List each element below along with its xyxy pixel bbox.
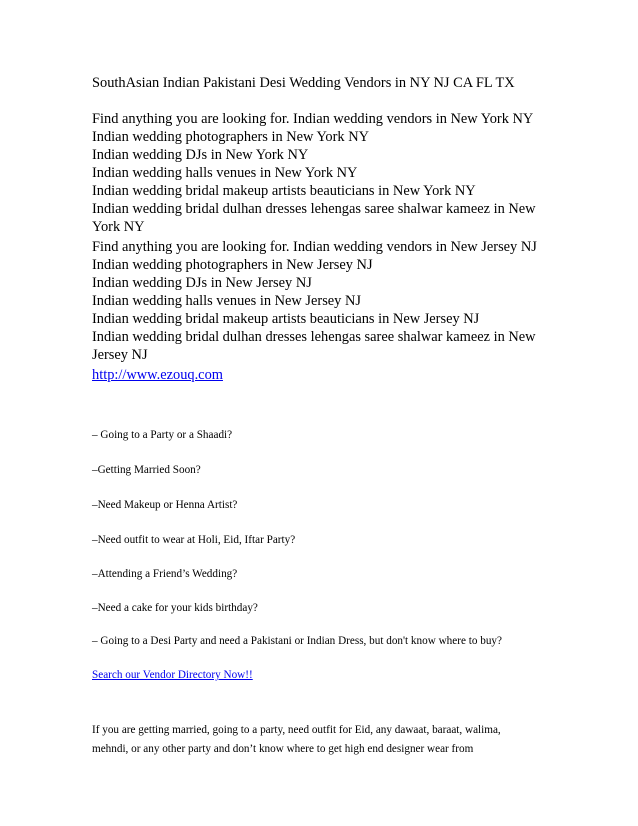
new-york-vendor-list (92, 110, 612, 236)
nj-line: Indian wedding photographers in New Jersey NJ (92, 257, 373, 273)
ny-line: Indian wedding photographers in New York NY (92, 129, 369, 145)
question-outfit-holi-eid: –Need outfit to wear at Holi, Eid, Iftar Party? (92, 534, 296, 546)
nj-line: Find anything you are looking for. Indian wedding vendors in New Jersey NJ (92, 239, 537, 255)
nj-line: Indian wedding bridal dulhan dresses lehengas saree shalwar kameez in New (92, 329, 536, 345)
page-title: SouthAsian Indian Pakistani Desi Wedding Vendors in NY NJ CA FL TX (92, 75, 515, 91)
ny-line: Find anything you are looking for. Indian wedding vendors in New York NY (92, 111, 534, 127)
question-friends-wedding: –Attending a Friend’s Wedding? (92, 568, 238, 580)
nj-line: Jersey NJ (92, 347, 148, 363)
new-jersey-vendor-list (92, 238, 612, 364)
question-party-shaadi: – Going to a Party or a Shaadi? (92, 429, 233, 441)
question-makeup-henna: –Need Makeup or Henna Artist? (92, 499, 238, 511)
question-kids-cake: –Need a cake for your kids birthday? (92, 602, 258, 614)
nj-line: Indian wedding halls venues in New Jersey NJ (92, 293, 361, 309)
ny-line: York NY (92, 219, 145, 235)
website-link[interactable]: http://www.ezouq.com (92, 367, 223, 383)
ny-line: Indian wedding bridal makeup artists beauticians in New York NY (92, 183, 476, 199)
search-vendor-directory-link[interactable]: Search our Vendor Directory Now!! (92, 669, 253, 681)
paragraph-line: If you are getting married, going to a party, need outfit for Eid, any dawaat, baraat, walima, (92, 724, 501, 736)
nj-line: Indian wedding DJs in New Jersey NJ (92, 275, 312, 291)
closing-paragraph (92, 721, 612, 759)
paragraph-line: mehndi, or any other party and don’t know where to get high end designer wear from (92, 743, 474, 755)
question-getting-married: –Getting Married Soon? (92, 464, 201, 476)
ny-line: Indian wedding bridal dulhan dresses lehengas saree shalwar kameez in New (92, 201, 536, 217)
ny-line: Indian wedding halls venues in New York NY (92, 165, 358, 181)
nj-line: Indian wedding bridal makeup artists beauticians in New Jersey NJ (92, 311, 480, 327)
question-desi-dress: – Going to a Desi Party and need a Pakistani or Indian Dress, but don't know where to buy? (92, 635, 502, 647)
ny-line: Indian wedding DJs in New York NY (92, 147, 309, 163)
